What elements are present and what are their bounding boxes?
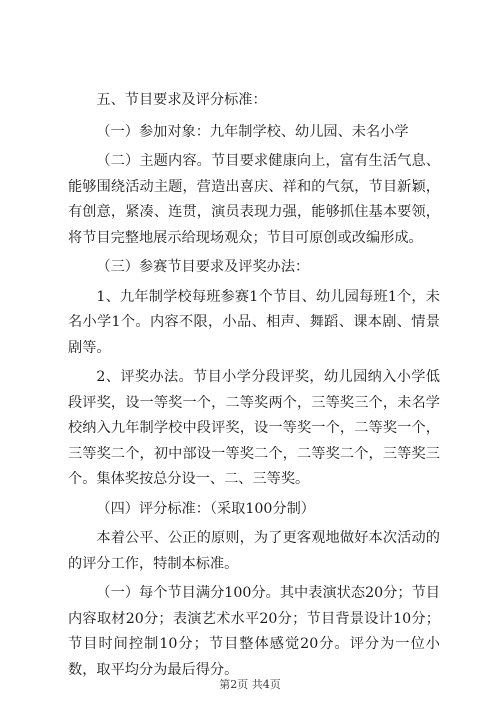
paragraph-program-count: 1、九年制学校每班参赛1个节目、幼儿园每班1个，未名小学1个。内容不限，小品、相声、舞蹈、课本剧、情景剧等。 [68,288,440,356]
section-heading: 五、节目要求及评分标准： [96,92,267,108]
paragraph-theme: （二）主题内容。节目要求健康向上，富有生活气息、能够围绕活动主题，营造出喜庆、祥和的气氛，节目新颖，有创意，紧凑、连贯，演员表现力强，能够抓住基本要领，将节目完整地展示给现场观众；节目可原创或改编形成。 [68,153,440,246]
page-footer: 第2页 共4页 [219,678,281,691]
paragraph-award-method: 2、评奖办法。节目小学分段评奖，幼儿园纳入小学低段评奖，设一等奖一个，二等奖两个，三等奖三个，未名学校纳入九年制学校中段评奖，设一等奖一个，二等奖一个，三等奖二个，初中部设一等奖二个，二等奖二个，三等奖三个。集体奖按总分设一、二、三等奖。 [68,369,440,487]
paragraph-participants: （一）参加对象：九年制学校、幼儿园、未名小学 [96,123,409,140]
paragraph-fairness: 本着公平、公正的原则，为了更客观地做好本次活动的的评分工作，特制本标准。 [68,530,440,572]
document-body [68,88,440,687]
paragraph-score-breakdown: （一）每个节目满分100分。其中表演状态20分；节目内容取材20分；表演艺术水平20分；节目背景设计10分；节目时间控制10分；节目整体感觉20分。评分为一位小数，取平均分为最后得分。 [68,585,440,678]
paragraph-scoring-heading: （四）评分标准：（采取100分制） [96,500,315,517]
paragraph-award-heading: （三）参赛节目要求及评奖办法： [96,259,310,275]
